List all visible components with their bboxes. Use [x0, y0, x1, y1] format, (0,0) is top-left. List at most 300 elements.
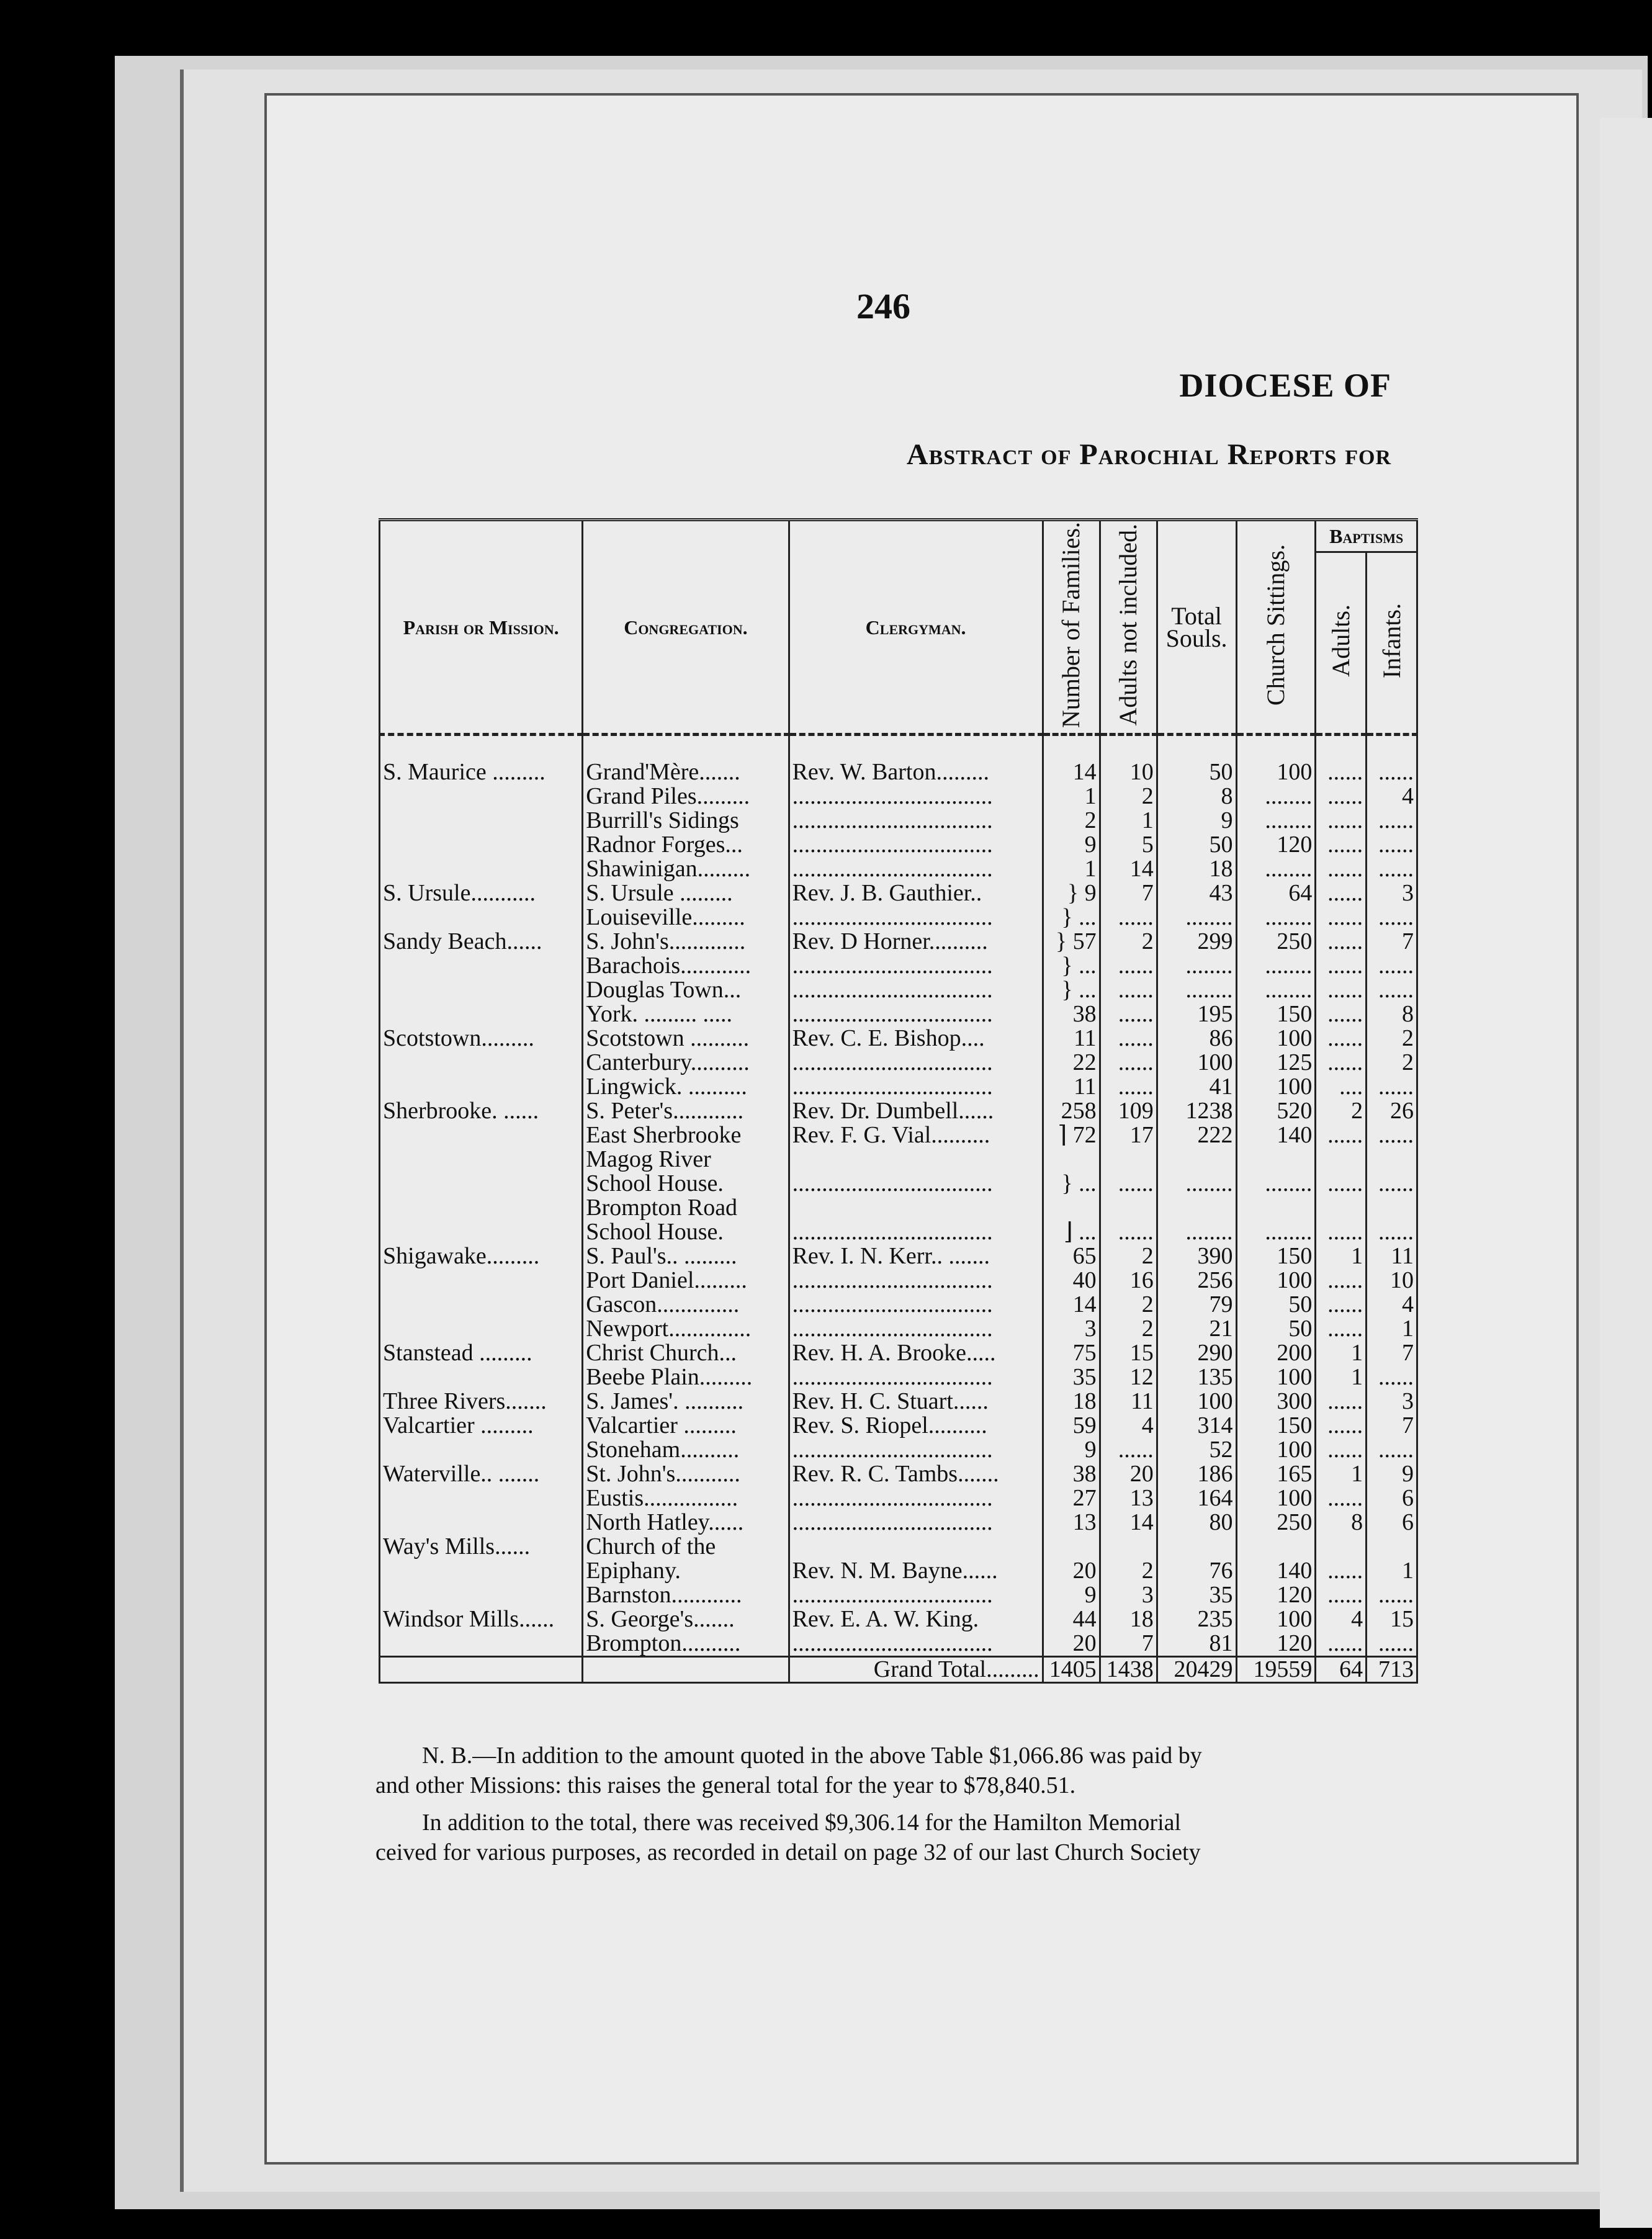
- cell-adults: 7: [1100, 881, 1157, 905]
- cell-sittings: 165: [1236, 1462, 1316, 1486]
- cell-clergyman: Rev. I. N. Kerr.. .......: [789, 1244, 1043, 1268]
- cell-souls: 76: [1157, 1559, 1236, 1583]
- cell-congregation: S. Ursule .........: [583, 881, 789, 905]
- cell-adults: 5: [1100, 833, 1157, 857]
- cell-bap-adults: ......: [1316, 1002, 1367, 1026]
- cell-congregation: Scotstown ..........: [583, 1026, 789, 1051]
- cell-families: 1: [1043, 857, 1100, 881]
- cell-souls: 50: [1157, 833, 1236, 857]
- cell-congregation: Douglas Town...: [583, 978, 789, 1002]
- header-baptism-adults: Adults.: [1316, 552, 1367, 735]
- cell-families: } 9: [1043, 881, 1100, 905]
- cell-bap-adults: ......: [1316, 857, 1367, 881]
- grand-total-row: [380, 1657, 1417, 1683]
- cell-bap-infants: 1: [1367, 1317, 1417, 1341]
- cell-bap-adults: ......: [1316, 978, 1367, 1002]
- cell-parish: Stanstead .........: [380, 1341, 583, 1365]
- cell-families: 9: [1043, 1438, 1100, 1462]
- cell-bap-infants: ......: [1367, 833, 1417, 857]
- cell-clergyman: ..................................: [789, 1220, 1043, 1244]
- cell-souls: ........: [1157, 1220, 1236, 1244]
- cell-bap-infants: ......: [1367, 809, 1417, 833]
- cell-sittings: 64: [1236, 881, 1316, 905]
- cell-families: 59: [1043, 1414, 1100, 1438]
- cell-parish: [380, 1486, 583, 1510]
- table-row: [380, 1220, 1417, 1244]
- cell-bap-infants: ......: [1367, 905, 1417, 930]
- table-row: [380, 1099, 1417, 1123]
- cell-sittings: 300: [1236, 1389, 1316, 1414]
- cell-adults: 14: [1100, 857, 1157, 881]
- cell-souls: 100: [1157, 1051, 1236, 1075]
- cell-bap-adults: ......: [1316, 1123, 1367, 1147]
- cell-sittings: ........: [1236, 784, 1316, 809]
- cell-bap-adults: ......: [1316, 1559, 1367, 1583]
- table-row: [380, 1293, 1417, 1317]
- cell-sittings: 100: [1236, 1268, 1316, 1293]
- cell-families: [1043, 1196, 1100, 1220]
- cell-parish: [380, 857, 583, 881]
- table-row: [380, 1607, 1417, 1631]
- cell-parish: Waterville.. .......: [380, 1462, 583, 1486]
- cell-parish: Three Rivers.......: [380, 1389, 583, 1414]
- cell-clergyman: ..................................: [789, 954, 1043, 978]
- cell-bap-infants: ......: [1367, 1172, 1417, 1196]
- table-row: [380, 978, 1417, 1002]
- cell-sittings: [1236, 1535, 1316, 1559]
- header-church-sittings: Church Sittings.: [1236, 520, 1316, 735]
- cell-congregation: North Hatley......: [583, 1510, 789, 1535]
- table-row: [380, 1389, 1417, 1414]
- cell-souls: 100: [1157, 1389, 1236, 1414]
- cell-parish: [380, 784, 583, 809]
- cell-congregation: Radnor Forges...: [583, 833, 789, 857]
- cell-bap-adults: ......: [1316, 1051, 1367, 1075]
- cell-congregation: Beebe Plain.........: [583, 1365, 789, 1389]
- cell-adults: ......: [1100, 1075, 1157, 1099]
- table-row: [380, 1172, 1417, 1196]
- cell-families: } ...: [1043, 905, 1100, 930]
- cell-congregation: Burrill's Sidings: [583, 809, 789, 833]
- table-row: [380, 1123, 1417, 1147]
- note-line-4: ceived for various purposes, as recorded in detail on page 32 of our last Church Society: [375, 1839, 1201, 1865]
- cell-adults: 2: [1100, 1559, 1157, 1583]
- table-row: [380, 1147, 1417, 1172]
- cell-parish: Sandy Beach......: [380, 930, 583, 954]
- cell-parish: [380, 1631, 583, 1657]
- cell-adults: ......: [1100, 1026, 1157, 1051]
- cell-souls: 135: [1157, 1365, 1236, 1389]
- cell-parish: [380, 1365, 583, 1389]
- cell-families: 11: [1043, 1026, 1100, 1051]
- table-row: [380, 1414, 1417, 1438]
- cell-clergyman: ..................................: [789, 1438, 1043, 1462]
- cell-bap-infants: 2: [1367, 1026, 1417, 1051]
- cell-clergyman: Rev. C. E. Bishop....: [789, 1026, 1043, 1051]
- cell-souls: ........: [1157, 1172, 1236, 1196]
- cell-bap-adults: ......: [1316, 1026, 1367, 1051]
- cell-bap-adults: 4: [1316, 1607, 1367, 1631]
- cell-bap-infants: 3: [1367, 1389, 1417, 1414]
- cell-congregation: Louiseville.........: [583, 905, 789, 930]
- cell-souls: 81: [1157, 1631, 1236, 1657]
- cell-adults: ......: [1100, 954, 1157, 978]
- cell-bap-infants: ......: [1367, 978, 1417, 1002]
- cell-families: 20: [1043, 1559, 1100, 1583]
- cell-families: 22: [1043, 1051, 1100, 1075]
- cell-families: 11: [1043, 1075, 1100, 1099]
- cell-parish: [380, 1583, 583, 1607]
- header-clergyman: Clergyman.: [789, 520, 1043, 735]
- cell-parish: [380, 1147, 583, 1172]
- cell-clergyman: Rev. F. G. Vial..........: [789, 1123, 1043, 1147]
- cell-bap-adults: ......: [1316, 1414, 1367, 1438]
- cell-sittings: ........: [1236, 809, 1316, 833]
- cell-congregation: Lingwick. ..........: [583, 1075, 789, 1099]
- cell-souls: 164: [1157, 1486, 1236, 1510]
- page-title: DIOCESE OF: [1179, 367, 1391, 404]
- cell-bap-infants: ......: [1367, 1438, 1417, 1462]
- cell-bap-infants: ......: [1367, 857, 1417, 881]
- cell-congregation: Port Daniel.........: [583, 1268, 789, 1293]
- cell-bap-adults: ......: [1316, 760, 1367, 784]
- cell-adults: 17: [1100, 1123, 1157, 1147]
- cell-bap-infants: ......: [1367, 760, 1417, 784]
- cell-adults: 11: [1100, 1389, 1157, 1414]
- cell-families: 1: [1043, 784, 1100, 809]
- cell-souls: ........: [1157, 905, 1236, 930]
- cell-congregation: School House.: [583, 1172, 789, 1196]
- cell-bap-infants: 10: [1367, 1268, 1417, 1293]
- cell-parish: [380, 1002, 583, 1026]
- cell-adults: 2: [1100, 1244, 1157, 1268]
- cell-families: 9: [1043, 1583, 1100, 1607]
- cell-bap-infants: ......: [1367, 1583, 1417, 1607]
- cell-clergyman: Rev. S. Riopel..........: [789, 1414, 1043, 1438]
- cell-families: } ...: [1043, 978, 1100, 1002]
- cell-adults: [1100, 1147, 1157, 1172]
- cell-families: 35: [1043, 1365, 1100, 1389]
- grand-total-label: Grand Total.........: [789, 1657, 1043, 1683]
- cell-souls: 21: [1157, 1317, 1236, 1341]
- cell-souls: 18: [1157, 857, 1236, 881]
- cell-sittings: 100: [1236, 1075, 1316, 1099]
- cell-clergyman: ..................................: [789, 1293, 1043, 1317]
- table-row: [380, 1365, 1417, 1389]
- table-row: [380, 905, 1417, 930]
- cell-souls: 79: [1157, 1293, 1236, 1317]
- cell-parish: S. Ursule...........: [380, 881, 583, 905]
- cell-families: 14: [1043, 1293, 1100, 1317]
- header-adults-not-included: Adults not included.: [1100, 520, 1157, 735]
- table-row: [380, 1486, 1417, 1510]
- cell-clergyman: ..................................: [789, 1365, 1043, 1389]
- header-congregation: Congregation.: [583, 520, 789, 735]
- cell-souls: 52: [1157, 1438, 1236, 1462]
- cell-sittings: 100: [1236, 1486, 1316, 1510]
- cell-clergyman: ..................................: [789, 1486, 1043, 1510]
- cell-sittings: 50: [1236, 1293, 1316, 1317]
- cell-clergyman: ..................................: [789, 905, 1043, 930]
- cell-adults: ......: [1100, 1051, 1157, 1075]
- cell-sittings: 150: [1236, 1414, 1316, 1438]
- cell-clergyman: ..................................: [789, 857, 1043, 881]
- cell-bap-infants: 3: [1367, 881, 1417, 905]
- cell-clergyman: ..................................: [789, 784, 1043, 809]
- cell-souls: 9: [1157, 809, 1236, 833]
- cell-sittings: 50: [1236, 1317, 1316, 1341]
- cell-clergyman: [789, 1196, 1043, 1220]
- table-row: [380, 784, 1417, 809]
- table-row: [380, 1438, 1417, 1462]
- cell-sittings: ........: [1236, 954, 1316, 978]
- cell-souls: 186: [1157, 1462, 1236, 1486]
- table-row: [380, 1317, 1417, 1341]
- cell-adults: 16: [1100, 1268, 1157, 1293]
- cell-souls: 1238: [1157, 1099, 1236, 1123]
- cell-sittings: 100: [1236, 1026, 1316, 1051]
- cell-sittings: 100: [1236, 1365, 1316, 1389]
- cell-sittings: 150: [1236, 1002, 1316, 1026]
- cell-adults: ......: [1100, 978, 1157, 1002]
- cell-souls: 80: [1157, 1510, 1236, 1535]
- cell-families: ⌋ ...: [1043, 1220, 1100, 1244]
- cell-congregation: S. Paul's.. .........: [583, 1244, 789, 1268]
- cell-bap-adults: ......: [1316, 1438, 1367, 1462]
- cell-bap-infants: 6: [1367, 1510, 1417, 1535]
- cell-bap-adults: [1316, 1147, 1367, 1172]
- cell-sittings: 520: [1236, 1099, 1316, 1123]
- cell-congregation: Shawinigan.........: [583, 857, 789, 881]
- total-families: 1405: [1043, 1657, 1100, 1683]
- cell-parish: [380, 1268, 583, 1293]
- cell-bap-adults: ......: [1316, 833, 1367, 857]
- table-row: [380, 1559, 1417, 1583]
- cell-adults: ......: [1100, 905, 1157, 930]
- header-baptisms: Baptisms: [1316, 520, 1417, 552]
- cell-clergyman: Rev. H. C. Stuart......: [789, 1389, 1043, 1414]
- cell-sittings: ........: [1236, 978, 1316, 1002]
- cell-adults: 20: [1100, 1462, 1157, 1486]
- cell-souls: ........: [1157, 978, 1236, 1002]
- cell-adults: 2: [1100, 1293, 1157, 1317]
- table-row: [380, 1535, 1417, 1559]
- cell-families: } ...: [1043, 1172, 1100, 1196]
- cell-parish: [380, 1317, 583, 1341]
- cell-clergyman: ..................................: [789, 1172, 1043, 1196]
- cell-bap-infants: [1367, 1147, 1417, 1172]
- cell-congregation: Brompton..........: [583, 1631, 789, 1657]
- cell-bap-adults: ......: [1316, 905, 1367, 930]
- cell-parish: [380, 1075, 583, 1099]
- cell-families: } ...: [1043, 954, 1100, 978]
- table-row: [380, 1026, 1417, 1051]
- header-total-souls: Total Souls.: [1157, 520, 1236, 735]
- cell-parish: [380, 1293, 583, 1317]
- cell-sittings: [1236, 1196, 1316, 1220]
- cell-souls: 290: [1157, 1341, 1236, 1365]
- cell-families: 40: [1043, 1268, 1100, 1293]
- cell-sittings: 100: [1236, 760, 1316, 784]
- cell-adults: 14: [1100, 1510, 1157, 1535]
- cell-souls: 235: [1157, 1607, 1236, 1631]
- cell-souls: 222: [1157, 1123, 1236, 1147]
- cell-adults: 2: [1100, 1317, 1157, 1341]
- cell-families: 75: [1043, 1341, 1100, 1365]
- cell-families: 258: [1043, 1099, 1100, 1123]
- cell-congregation: Gascon..............: [583, 1293, 789, 1317]
- cell-bap-infants: ......: [1367, 1365, 1417, 1389]
- cell-clergyman: Rev. E. A. W. King.: [789, 1607, 1043, 1631]
- table-row: [380, 1631, 1417, 1657]
- cell-bap-infants: 11: [1367, 1244, 1417, 1268]
- cell-parish: [380, 833, 583, 857]
- note-line-1: N. B.—In addition to the amount quoted in the above Table $1,066.86 was paid by: [422, 1743, 1202, 1769]
- cell-bap-infants: 7: [1367, 1341, 1417, 1365]
- cell-bap-adults: 2: [1316, 1099, 1367, 1123]
- cell-parish: Windsor Mills......: [380, 1607, 583, 1631]
- cell-families: 14: [1043, 760, 1100, 784]
- cell-bap-infants: 2: [1367, 1051, 1417, 1075]
- cell-congregation: School House.: [583, 1220, 789, 1244]
- cell-souls: 50: [1157, 760, 1236, 784]
- cell-families: 3: [1043, 1317, 1100, 1341]
- table-row: [380, 930, 1417, 954]
- cell-sittings: 150: [1236, 1244, 1316, 1268]
- cell-sittings: 250: [1236, 930, 1316, 954]
- table-row: [380, 1268, 1417, 1293]
- cell-sittings: 120: [1236, 1631, 1316, 1657]
- cell-bap-adults: 8: [1316, 1510, 1367, 1535]
- cell-clergyman: Rev. R. C. Tambs.......: [789, 1462, 1043, 1486]
- cell-adults: ......: [1100, 1172, 1157, 1196]
- cell-souls: 390: [1157, 1244, 1236, 1268]
- cell-congregation: Grand Piles.........: [583, 784, 789, 809]
- cell-adults: 15: [1100, 1341, 1157, 1365]
- cell-adults: 18: [1100, 1607, 1157, 1631]
- cell-congregation: Eustis................: [583, 1486, 789, 1510]
- cell-souls: 314: [1157, 1414, 1236, 1438]
- total-adults-not-included: 1438: [1100, 1657, 1157, 1683]
- cell-clergyman: ..................................: [789, 1317, 1043, 1341]
- cell-sittings: ........: [1236, 857, 1316, 881]
- cell-bap-infants: 15: [1367, 1607, 1417, 1631]
- cell-adults: 2: [1100, 930, 1157, 954]
- cell-families: 65: [1043, 1244, 1100, 1268]
- cell-parish: Shigawake.........: [380, 1244, 583, 1268]
- cell-bap-infants: 7: [1367, 930, 1417, 954]
- cell-sittings: 140: [1236, 1123, 1316, 1147]
- cell-bap-infants: 8: [1367, 1002, 1417, 1026]
- cell-congregation: S. James'. ..........: [583, 1389, 789, 1414]
- cell-bap-infants: 4: [1367, 784, 1417, 809]
- cell-congregation: S. Peter's............: [583, 1099, 789, 1123]
- cell-parish: [380, 809, 583, 833]
- cell-bap-adults: 1: [1316, 1365, 1367, 1389]
- cell-parish: [380, 1196, 583, 1220]
- cell-sittings: 140: [1236, 1559, 1316, 1583]
- cell-bap-infants: ......: [1367, 1631, 1417, 1657]
- cell-clergyman: Rev. D Horner..........: [789, 930, 1043, 954]
- cell-parish: [380, 978, 583, 1002]
- table-row: [380, 1510, 1417, 1535]
- cell-families: 18: [1043, 1389, 1100, 1414]
- cell-adults: 4: [1100, 1414, 1157, 1438]
- table-row: [380, 1002, 1417, 1026]
- note-line-3: In addition to the total, there was received $9,306.14 for the Hamilton Memorial: [422, 1810, 1182, 1836]
- cell-souls: 8: [1157, 784, 1236, 809]
- cell-bap-adults: ......: [1316, 1172, 1367, 1196]
- table-row: [380, 1341, 1417, 1365]
- cell-clergyman: [789, 1147, 1043, 1172]
- cell-congregation: Brompton Road: [583, 1196, 789, 1220]
- cell-souls: 41: [1157, 1075, 1236, 1099]
- table-row: [380, 833, 1417, 857]
- cell-congregation: Barnston............: [583, 1583, 789, 1607]
- cell-souls: 86: [1157, 1026, 1236, 1051]
- table-row: [380, 954, 1417, 978]
- cell-congregation: Barachois............: [583, 954, 789, 978]
- cell-sittings: 200: [1236, 1341, 1316, 1365]
- cell-parish: [380, 1051, 583, 1075]
- cell-adults: ......: [1100, 1438, 1157, 1462]
- cell-adults: 3: [1100, 1583, 1157, 1607]
- cell-bap-infants: ......: [1367, 1075, 1417, 1099]
- cell-parish: S. Maurice .........: [380, 760, 583, 784]
- cell-adults: 7: [1100, 1631, 1157, 1657]
- cell-bap-adults: ......: [1316, 784, 1367, 809]
- cell-parish: Way's Mills......: [380, 1535, 583, 1559]
- cell-sittings: 125: [1236, 1051, 1316, 1075]
- cell-congregation: Grand'Mère.......: [583, 760, 789, 784]
- cell-sittings: 250: [1236, 1510, 1316, 1535]
- table-row: [380, 1196, 1417, 1220]
- cell-families: } 57: [1043, 930, 1100, 954]
- cell-parish: [380, 1438, 583, 1462]
- cell-congregation: York. ......... .....: [583, 1002, 789, 1026]
- cell-clergyman: [789, 1535, 1043, 1559]
- cell-sittings: ........: [1236, 1220, 1316, 1244]
- cell-congregation: Stoneham..........: [583, 1438, 789, 1462]
- cell-adults: 12: [1100, 1365, 1157, 1389]
- cell-congregation: St. John's...........: [583, 1462, 789, 1486]
- cell-sittings: ........: [1236, 1172, 1316, 1196]
- page-number: 246: [856, 286, 910, 326]
- cell-bap-adults: ......: [1316, 1268, 1367, 1293]
- cell-parish: Valcartier .........: [380, 1414, 583, 1438]
- cell-parish: [380, 1172, 583, 1196]
- cell-clergyman: ..................................: [789, 833, 1043, 857]
- cell-congregation: Epiphany.: [583, 1559, 789, 1583]
- total-baptism-infants: 713: [1367, 1657, 1417, 1683]
- cell-adults: ......: [1100, 1002, 1157, 1026]
- cell-clergyman: ..................................: [789, 1583, 1043, 1607]
- cell-souls: [1157, 1196, 1236, 1220]
- table-row: [380, 1244, 1417, 1268]
- cell-bap-adults: ......: [1316, 1631, 1367, 1657]
- cell-congregation: S. George's.......: [583, 1607, 789, 1631]
- cell-congregation: Valcartier .........: [583, 1414, 789, 1438]
- cell-adults: 13: [1100, 1486, 1157, 1510]
- cell-bap-adults: ......: [1316, 954, 1367, 978]
- table-row: [380, 1462, 1417, 1486]
- cell-sittings: 100: [1236, 1607, 1316, 1631]
- table-row: [380, 1075, 1417, 1099]
- cell-clergyman: ..................................: [789, 1051, 1043, 1075]
- total-sittings: 19559: [1236, 1657, 1316, 1683]
- cell-congregation: Church of the: [583, 1535, 789, 1559]
- cell-souls: 299: [1157, 930, 1236, 954]
